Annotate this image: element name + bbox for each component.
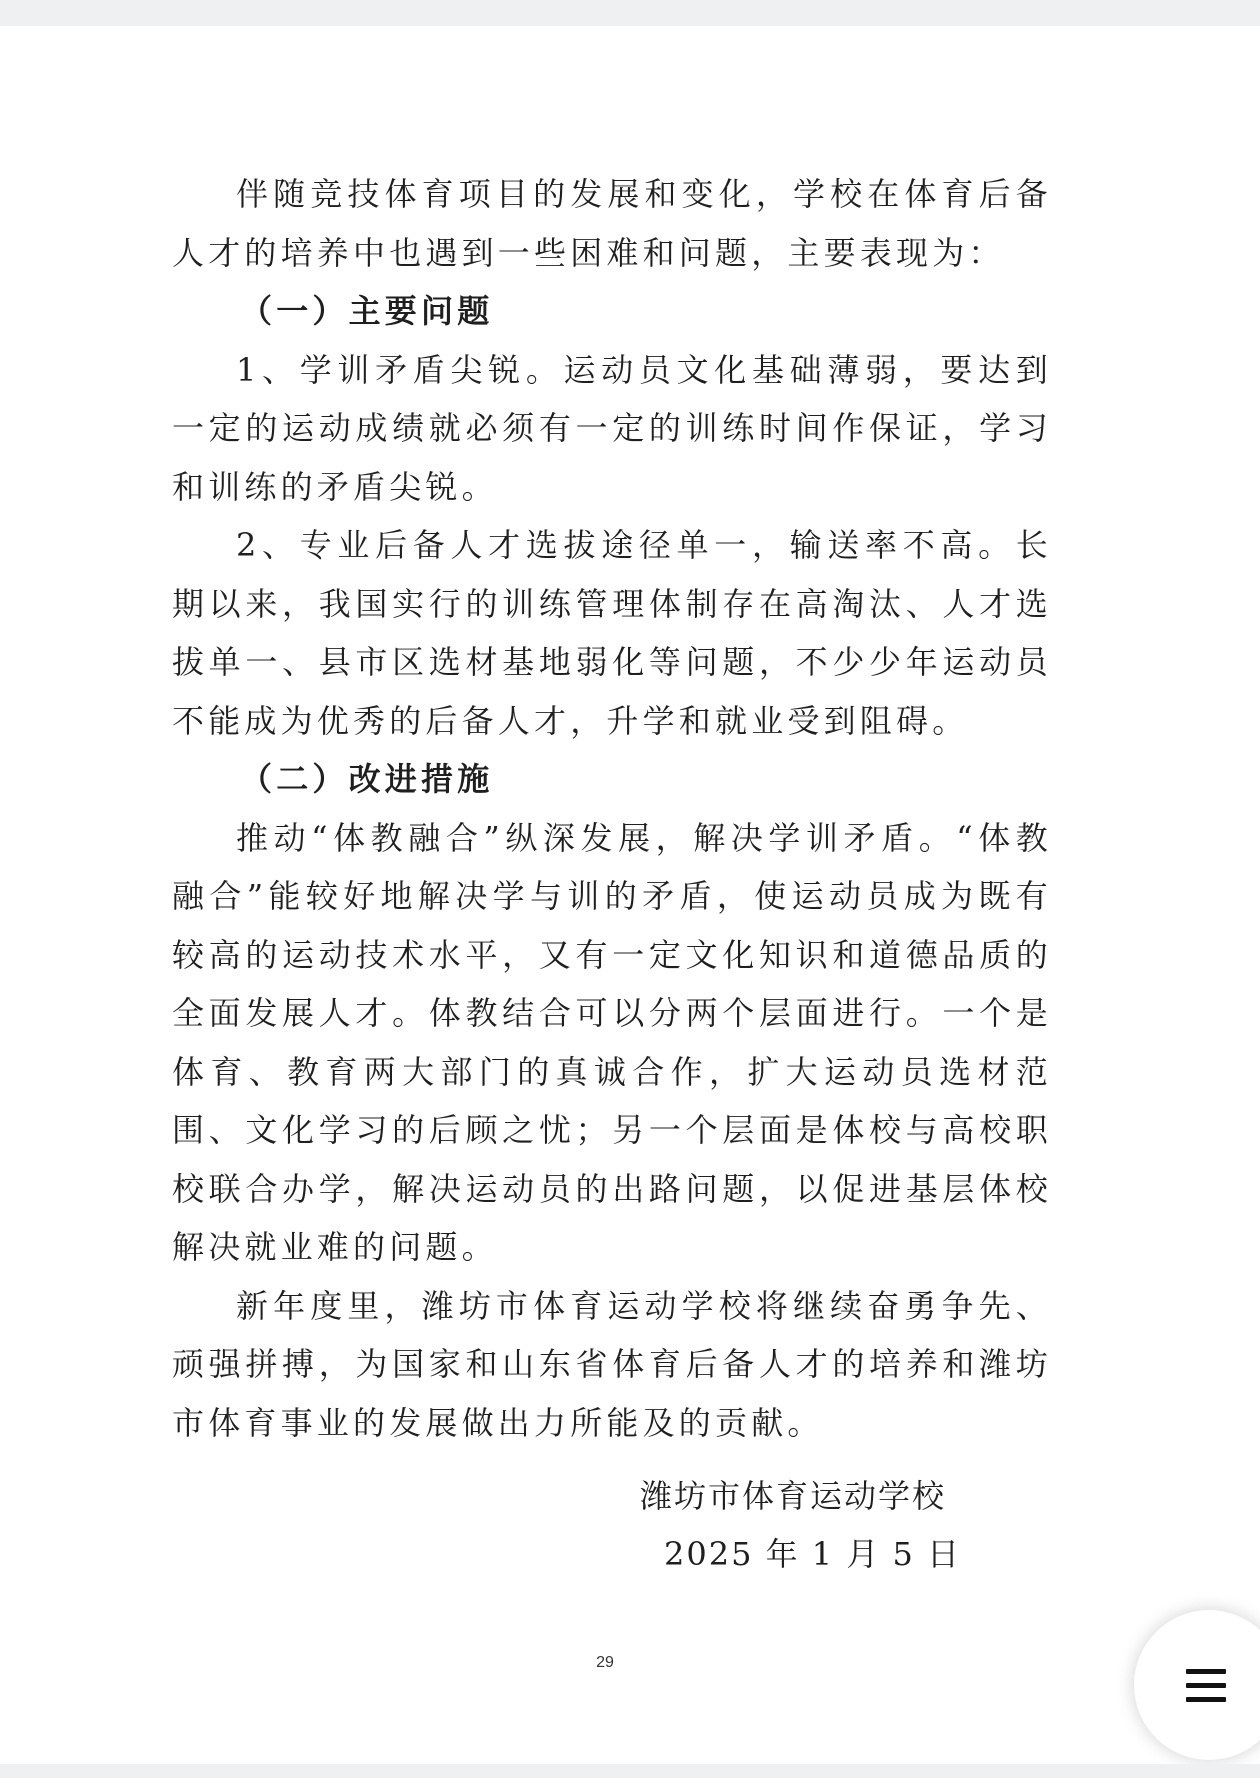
scan-top-edge	[0, 0, 1260, 26]
signature-date: 2025 年 1 月 5 日	[664, 1535, 962, 1573]
problem-paragraph-1: 1、学训矛盾尖锐。运动员文化基础薄弱，要达到一定的运动成绩就必须有一定的训练时间作保证，学习和训练的矛盾尖锐。	[172, 350, 1052, 506]
intro-paragraph: 伴随竞技体育项目的发展和变化，学校在体育后备人才的培养中也遇到一些困难和问题，主要表现为：	[172, 175, 1052, 272]
improvement-paragraph: 推动“体教融合”纵深发展，解决学训矛盾。“体教融合”能较好地解决学与训的矛盾，使运动员成为既有较高的运动技术水平，又有一定文化知识和道德品质的全面发展人才。体教结合可以分两个层面进行。一个是体育、教育两大部门的真诚合作，扩大运动员选材范围、文化学习的后顾之忧；另一个层面是体校与高校职校联合办学，解决运动员的出路问题，以促进基层体校解决就业难的问题。	[172, 818, 1052, 1266]
closing-paragraph: 新年度里，潍坊市体育运动学校将继续奋勇争先、顽强拼搏，为国家和山东省体育后备人才的培养和潍坊市体育事业的发展做出力所能及的贡献。	[172, 1286, 1052, 1442]
document-body	[172, 165, 1052, 1452]
problem-paragraph-2: 2、专业后备人才选拔途径单一，输送率不高。长期以来，我国实行的训练管理体制存在高淘汰、人才选拔单一、县市区选材基地弱化等问题，不少少年运动员不能成为优秀的后备人才，升学和就业受到阻碍。	[172, 526, 1052, 740]
section-heading-main-problems: （一）主要问题	[240, 292, 494, 330]
menu-icon	[1186, 1669, 1226, 1703]
menu-button[interactable]	[1134, 1610, 1260, 1760]
scan-bottom-edge	[0, 1764, 1260, 1778]
signature-organization: 潍坊市体育运动学校	[640, 1477, 947, 1515]
page-number: 29	[596, 1654, 614, 1671]
section-heading-improvements: （二）改进措施	[240, 760, 494, 798]
